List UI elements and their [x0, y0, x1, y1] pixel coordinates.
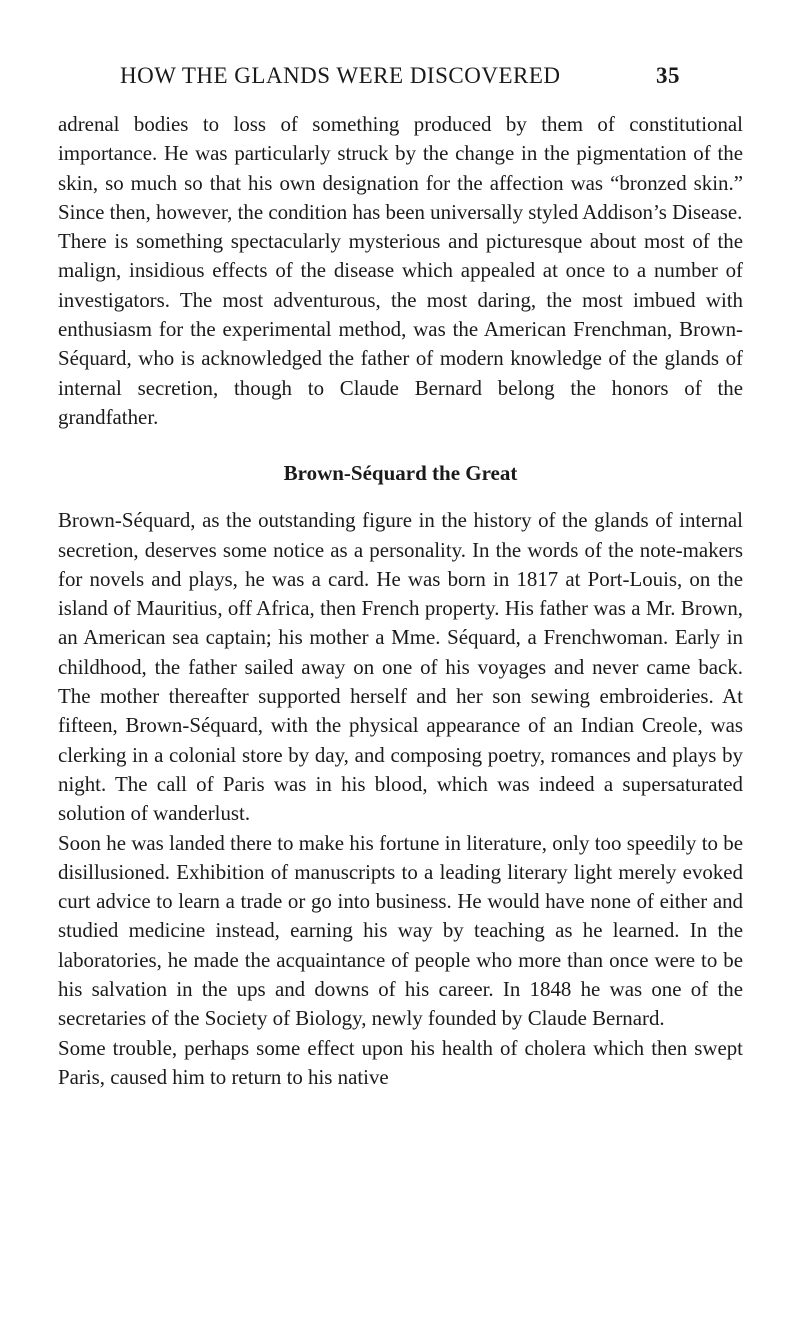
paragraph: There is something spectacularly mysterious and picturesque about most of the malign, insidious effects of the disease which appealed at once to a number of investigators. The most adventurous, the most daring, the most imbued with enthusiasm for the experimental method, was the American Frenchman, Brown-Séquard, who is acknowledged the father of modern knowledge of the glands of internal secretion, though to Claude Bernard belong the honors of the grandfather. [58, 229, 743, 429]
page-number: 35 [656, 63, 680, 88]
section-heading: Brown-Séquard the Great [283, 461, 518, 486]
paragraph: Brown-Séquard, as the outstanding figure in the history of the glands of internal secretion, deserves some notice as a personality. In the words of the note-makers for novels and plays, he was a card. He was born in 1817 at Port-Louis, on the island of Mauritius, off Africa, then French property. His father was a Mr. Brown, an American sea captain; his mother a Mme. Séquard, a Frenchwoman. Early in childhood, the father sailed away on one of his voyages and never came back. The mother thereafter supported herself and her son sewing embroideries. At fifteen, Brown-Séquard, with the physical appearance of an Indian Creole, was clerking in a colonial store by day, and composing poetry, romances and plays by night. The call of Paris was in his blood, which was indeed a supersaturated solution of wanderlust. [58, 508, 743, 826]
running-head-title: HOW THE GLANDS WERE DISCOVERED [120, 63, 561, 88]
body-text [58, 110, 743, 1092]
paragraph: adrenal bodies to loss of something produced by them of constitutional importance. He was particularly struck by the change in the pigmentation of the skin, so much so that his own designation for the affection was “bronzed skin.” Since then, however, the condition has been universally styled Addison’s Disease. [58, 112, 743, 224]
paragraph: Some trouble, perhaps some effect upon his health of cholera which then swept Paris, caused him to return to his native [58, 1035, 743, 1089]
running-head [120, 63, 680, 97]
paragraph: Soon he was landed there to make his fortune in literature, only too speedily to be disillusioned. Exhibition of manuscripts to a leading literary light merely evoked curt advice to learn a trade or go into business. He would have none of either and studied medicine instead, earning his way by teaching as he learned. In the laboratories, he made the acquaintance of people who more than once were to be his salvation in the ups and downs of his career. In 1848 he was one of the secretaries of the Society of Biology, newly founded by Claude Bernard. [58, 830, 743, 1031]
